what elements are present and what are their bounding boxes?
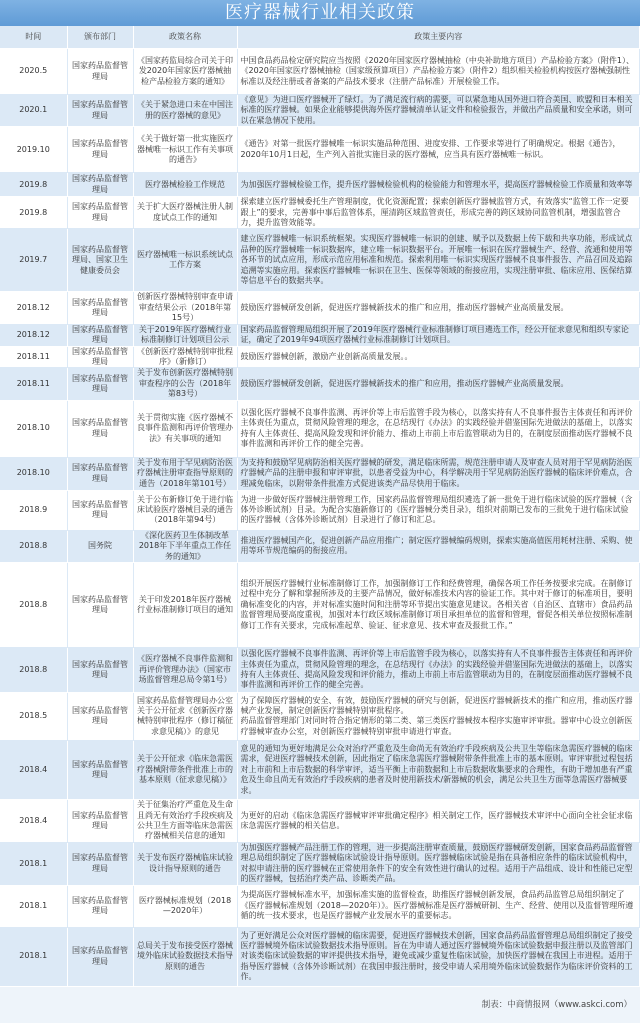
row-department: 国家药品监督管理局 (67, 562, 133, 647)
header-name: 政策名称 (133, 26, 237, 49)
row-date: 2019.8 (0, 173, 67, 197)
header-dept: 颁布部门 (67, 26, 133, 49)
row-policy-content: 鼓励医疗器械研发创新，促进医疗器械新技术的推广和应用，推动医疗器械产业高质量发展。 (237, 368, 640, 400)
row-policy-name: 医疗器械唯一标识系统试点工作方案 (133, 229, 237, 292)
row-department: 国家药品监督管理局 (67, 368, 133, 400)
row-policy-content: 为支持和鼓励罕见病防治相关医疗器械的研发，满足临床所需，规范注册申请人及审查人员对用于罕见病防治医疗器械产品的注册申报和审评审批，以患者受益为中心，科学解决用于罕见病防治医疗器械的临床评价难点，合理减免临床，以附带条件批准方式促进该类产品尽快用于临床。 (237, 457, 640, 490)
row-date: 2019.8 (0, 197, 67, 229)
row-policy-name: 《关于做好第一批实施医疗器械唯一标识工作有关事项的通告》 (133, 127, 237, 173)
row-policy-content: 组织开展医疗器械行业标准制修订工作，加强制修订工作和经费管理，确保各项工作任务按要求完成。在制修订过程中充分了解和掌握所涉及的主要产品情况，做好标准技术内容的验证工作。其中对于修订的标准项目，要明确标准变化的内容，并对标准实施时间和注册等环节提出实施意见建议。各相关省（自治区、直辖市）食品药品监督管理局要高度重视，加强对本行政区域标准制修订项目承担单位的监督和管理，督促各相关单位按照标准制修订工作有关要求，完成标准起草、验证、征求意见、技术审查及报批工作。” (237, 562, 640, 647)
row-policy-name: 关于发布医疗器械临床试验设计指导原则的通告 (133, 842, 237, 885)
row-policy-name: 《深化医药卫生体制改革2018年下半年重点工作任务的通知》 (133, 530, 237, 562)
row-department: 国家药品监督管理局 (67, 692, 133, 740)
table-row (0, 368, 640, 400)
row-date: 2018.11 (0, 346, 67, 368)
row-policy-name: 关于公开征求《临床急需医疗器械附带条件批准上市的基本原则（征求意见稿）》 (133, 740, 237, 799)
row-policy-content: 为更好的启动《临床急需医疗器械审评审批确定程序》相关制定工作，医疗器械技术审评中心面向全社会征求临床急需医疗器械的相关信息。 (237, 799, 640, 842)
row-policy-content: 为提高医疗器械标准水平，加强标准实施的监督检查，助推医疗器械创新发展，食品药品监管总局组织制定了《医疗器械标准规划（2018—2020年）》。医疗器械标准是医疗器械研制、生产、经营、使用以及监督管理所遵循的统一技术要求，也是医疗器械产业发展水平的重要标志。 (237, 885, 640, 927)
row-department: 国家药品监督管理局 (67, 49, 133, 95)
row-department: 国务院 (67, 530, 133, 562)
table-row (0, 927, 640, 986)
row-policy-content: 《意见》为进口医疗器械开了绿灯。为了满足流行病的需要，可以紧急地从国外进口符合美国、欧盟和日本相关标准的医疗器械。如果企业能够提供海外医疗器械清单认证文件和检验报告，并做出产品质量和安全承诺，则可以在紧急情况下使用。 (237, 95, 640, 127)
table-header (0, 26, 640, 49)
row-policy-content: 为了保障医疗器械的安全、有效，鼓励医疗器械的研究与创新，促进医疗器械新技术的推广和应用，推动医疗器械产业发展，制定创新医疗器械特别审批程序。 药品监督管理部门对同时符合指定情形的第二类、第三类医疗器械按本程序实施审评审批。器审中心设立创新医疗器械审查办公室，对创新医疗器械特别审批申请进行审查。 (237, 692, 640, 740)
table-row (0, 530, 640, 562)
row-date: 2019.10 (0, 127, 67, 173)
row-policy-name: 关于公布新修订免于进行临床试验医疗器械目录的通告（2018年第94号） (133, 490, 237, 530)
row-department: 国家药品监督管理局 (67, 647, 133, 692)
row-policy-content: 为加强医疗器械检验工作，提升医疗器械检验机构的检验能力和管理水平，提高医疗器械检验工作质量和效率等 (237, 173, 640, 197)
row-date: 2018.4 (0, 740, 67, 799)
row-department: 国家药品监督管理局 (67, 346, 133, 368)
table-row (0, 490, 640, 530)
row-date: 2018.12 (0, 292, 67, 324)
row-policy-name: 《关于紧急进口未在中国注册的医疗器械的意见》 (133, 95, 237, 127)
header-date: 时间 (0, 26, 67, 49)
table-body (0, 49, 640, 987)
row-policy-content: 建立医疗器械唯一标识系统框架。实现医疗器械唯一标识的创建、赋予以及数据上传下载和共享功能，形成试点品种的医疗器械唯一标识数据库，建立唯一标识数据平台。开展唯一标识在医疗器械生产、经营、流通和使用等各环节的试点应用，形成示范应用标准和规范。探索利用唯一标识实现医疗器械不良事件报告、产品召回及追踪追溯等实施应用。探索医疗器械唯一标识在卫生、医保等领域的衔接应用，实现注册审批、临床应用、医保结算等信息平台的数据共享。 (237, 229, 640, 292)
row-policy-name: 关于印发2018年医疗器械行业标准制修订项目的通知 (133, 562, 237, 647)
row-date: 2018.8 (0, 562, 67, 647)
row-policy-content: 以强化医疗器械不良事件监测、再评价等上市后监管手段为核心，以落实持有人不良事件报告主体责任和再评价主体责任为重点，贯彻风险管理的理念，在总结现行《办法》的实践经验并借鉴国际先进做法的基础上，以落实持有人主体责任、提高风险发现和评价能力，推动上市前上市后监管联动为目的，在制度层面推动医疗器械不良事件监测和再评价工作的健全完善。 (237, 647, 640, 692)
row-policy-name: 《医疗器械不良事件监测和再评价管理办法》（国家市场监督管理总局令第1号） (133, 647, 237, 692)
row-date: 2020.5 (0, 49, 67, 95)
row-department: 国家药品监督管理局 (67, 490, 133, 530)
table-row (0, 95, 640, 127)
row-policy-content: 鼓励医疗器械创新，激励产业创新高质量发展。。 (237, 346, 640, 368)
table-row (0, 49, 640, 95)
row-date: 2019.7 (0, 229, 67, 292)
row-policy-name: 关于发布用于罕见病防治医疗器械注册审查指导原则的通告（2018年第101号） (133, 457, 237, 490)
row-policy-name: 创新医疗器械特别审查申请审查结果公示（2018年第15号） (133, 292, 237, 324)
row-date: 2018.1 (0, 885, 67, 927)
table-row (0, 346, 640, 368)
row-department: 国家药品监督管理局 (67, 173, 133, 197)
row-policy-content: 以强化医疗器械不良事件监测、再评价等上市后监管手段为核心，以落实持有人不良事件报告主体责任和再评价主体责任为重点，贯彻风险管理的理念，在总结现行《办法》的实践经验并借鉴国际先进做法的基础上，以落实持有人主体责任、提高风险发现和评价能力、推动上市前上市后监管联动为目的，在制度层面推动医疗器械不良事件监测和再评价工作的健全完善。 (237, 400, 640, 457)
row-department: 国家药品监督管理局 (67, 197, 133, 229)
row-date: 2018.10 (0, 457, 67, 490)
policy-table (0, 26, 640, 987)
table-row (0, 842, 640, 885)
row-policy-name: 《国家药监局综合司关于印发2020年国家医疗器械抽检产品检验方案的通知》 (133, 49, 237, 95)
row-department: 国家药品监督管理局 (67, 927, 133, 986)
table-row (0, 647, 640, 692)
row-department: 国家药品监督管理局 (67, 799, 133, 842)
table-row (0, 127, 640, 173)
row-policy-name: 关于2019年医疗器械行业标准制修订计划项目公示 (133, 324, 237, 346)
table-row (0, 692, 640, 740)
table-row (0, 324, 640, 346)
row-date: 2018.11 (0, 368, 67, 400)
table-row (0, 173, 640, 197)
table-row (0, 562, 640, 647)
table-row (0, 292, 640, 324)
row-department: 国家药品监督管理局 (67, 885, 133, 927)
table-row (0, 400, 640, 457)
row-policy-name: 关于征集治疗严重危及生命且尚无有效治疗手段疾病及公共卫生方面等临床急需医疗器械相关信息的通知 (133, 799, 237, 842)
table-row (0, 799, 640, 842)
row-department: 国家药品监督管理局 (67, 457, 133, 490)
row-policy-name: 关于贯彻实施《医疗器械不良事件监测和再评价管理办法》有关事项的通知 (133, 400, 237, 457)
row-date: 2018.8 (0, 647, 67, 692)
row-policy-content: 探索建立医疗器械委托生产管理制度，优化资源配置；探索创新医疗器械监管方式，有效落实“监管工作一定要跟上”的要求，完善事中事后监管体系，厘清跨区域监管责任，形成完善的跨区域协同监管机制，增强监管合力，提升监管效能等。 (237, 197, 640, 229)
table-row (0, 885, 640, 927)
row-policy-name: 国家药品监督管理局办公室关于公开征求《创新医疗器械特别审批程序（修订稿征求意见稿）》的意见 (133, 692, 237, 740)
row-date: 2018.8 (0, 530, 67, 562)
header-content: 政策主要内容 (237, 26, 640, 49)
row-date: 2018.5 (0, 692, 67, 740)
row-policy-content: 中国食品药品检定研究院应当按照《2020年国家医疗器械抽检（中央补助地方项目）产品检验方案》（附件1）、《2020年国家医疗器械抽检（国家级预算项目）产品检验方案》（附件2）组织相关检验机构按医疗器械强制性标准以及经注册或者备案的产品技术要求（注册产品标准）开展检验工作。 (237, 49, 640, 95)
row-department: 国家药品监督管理局 (67, 95, 133, 127)
table-row (0, 229, 640, 292)
row-policy-content: 鼓励医疗器械研发创新，促进医疗器械新技术的推广和应用，推动医疗器械产业高质量发展。 (237, 292, 640, 324)
row-department: 国家药品监督管理局 (67, 127, 133, 173)
row-department: 国家药品监督管理局 (67, 740, 133, 799)
table-row (0, 457, 640, 490)
row-policy-content: 意见的通知为更好地满足公众对治疗严重危及生命尚无有效治疗手段疾病及公共卫生等临床急需医疗器械的临床需求，促进医疗器械技术创新，因此指定了临床急需医疗器械附带条件批准上市的基本原则。审评审批过程包括对上市前和上市后数据的科学审评，适当平衡上市前数据和上市后数据收集要求的合理性，有助于增加患有严重危及生命且尚无有效治疗手段疾病的患者及时使用新技术/新器械的机会，满足公共卫生方面等急需医疗器械要求。 (237, 740, 640, 799)
row-policy-name: 总局关于发布接受医疗器械境外临床试验数据技术指导原则的通告 (133, 927, 237, 986)
row-department: 国家药品监督管理局、国家卫生健康委员会 (67, 229, 133, 292)
source-footer: 制表：中商情报网（www.askci.com） (0, 987, 640, 1023)
row-department: 国家药品监督管理局 (67, 842, 133, 885)
row-policy-name: 关于扩大医疗器械注册人制度试点工作的通知 (133, 197, 237, 229)
row-policy-content: 《通告》对第一批医疗器械唯一标识实施品种范围、进度安排、工作要求等进行了明确规定。根据《通告》， 2020年10月1日起，生产列入首批实施目录的医疗器械，应当具有医疗器械唯一标识。 (237, 127, 640, 173)
row-policy-name: 医疗器械检验工作规范 (133, 173, 237, 197)
table-row (0, 740, 640, 799)
row-department: 国家药品监督管理局 (67, 400, 133, 457)
row-date: 2018.1 (0, 927, 67, 986)
row-policy-name: 医疗器械标准规划（2018—2020年） (133, 885, 237, 927)
row-department: 国家药品监督管理局 (67, 292, 133, 324)
row-policy-name: 《创新医疗器械特别审批程序》（新修订） (133, 346, 237, 368)
row-policy-name: 关于发布创新医疗器械特别审查程序的公告（2018年第83号） (133, 368, 237, 400)
row-department: 国家药品监督管理局 (67, 324, 133, 346)
row-date: 2018.9 (0, 490, 67, 530)
row-date: 2020.1 (0, 95, 67, 127)
row-policy-content: 为加强医疗器械产品注册工作的管理，进一步提高注册审查质量，鼓励医疗器械研发创新，国家食品药品监督管理总局组织制定了医疗器械临床试验设计指导原则。医疗器械临床试验是指在具备相应条件的临床试验机构中，对拟申请注册的医疗器械在正常使用条件下的安全有效性进行确认的过程。适用于产品组成、设计和性能已定型的医疗器械，包括治疗类产品、诊断类产品。 (237, 842, 640, 885)
page-title: 医疗器械行业相关政策 (0, 0, 640, 26)
row-date: 2018.1 (0, 842, 67, 885)
row-policy-content: 国家药品监督管理局组织开展了2019年医疗器械行业标准制修订项目遴选工作，经公开征求意见和组织专家论证，确定了2019年94项医疗器械行业标准制修订计划项目。 (237, 324, 640, 346)
row-policy-content: 为进一步做好医疗器械注册管理工作，国家药品监督管理局组织遴选了新一批免于进行临床试验的医疗器械（含体外诊断试剂）目录。为配合实施新修订的《医疗器械分类目录》，组织对前期已发布的三批免于进行临床试验的医疗器械（含体外诊断试剂）目录进行了修订和汇总。 (237, 490, 640, 530)
row-date: 2018.10 (0, 400, 67, 457)
table-row (0, 197, 640, 229)
row-date: 2018.12 (0, 324, 67, 346)
row-policy-content: 推进医疗器械国产化，促进创新产品应用推广；制定医疗器械编码规则，探索实施高值医用耗材注册、采购、使用等环节规范编码的衔接应用。 (237, 530, 640, 562)
row-date: 2018.4 (0, 799, 67, 842)
row-policy-content: 为了更好满足公众对医疗器械的临床需要，促进医疗器械技术创新，国家食品药品监督管理总局组织制定了接受医疗器械境外临床试验数据技术指导原则。旨在为申请人通过医疗器械境外临床试验数据申报注册以及监管部门对该类临床试验数据的审评提供技术指导，避免或减少重复性临床试验，加快医疗器械在我国上市进程。适用于指导医疗器械（含体外诊断试剂）在我国申报注册时，接受申请人采用境外临床试验数据作为临床评价资料的工作。 (237, 927, 640, 986)
